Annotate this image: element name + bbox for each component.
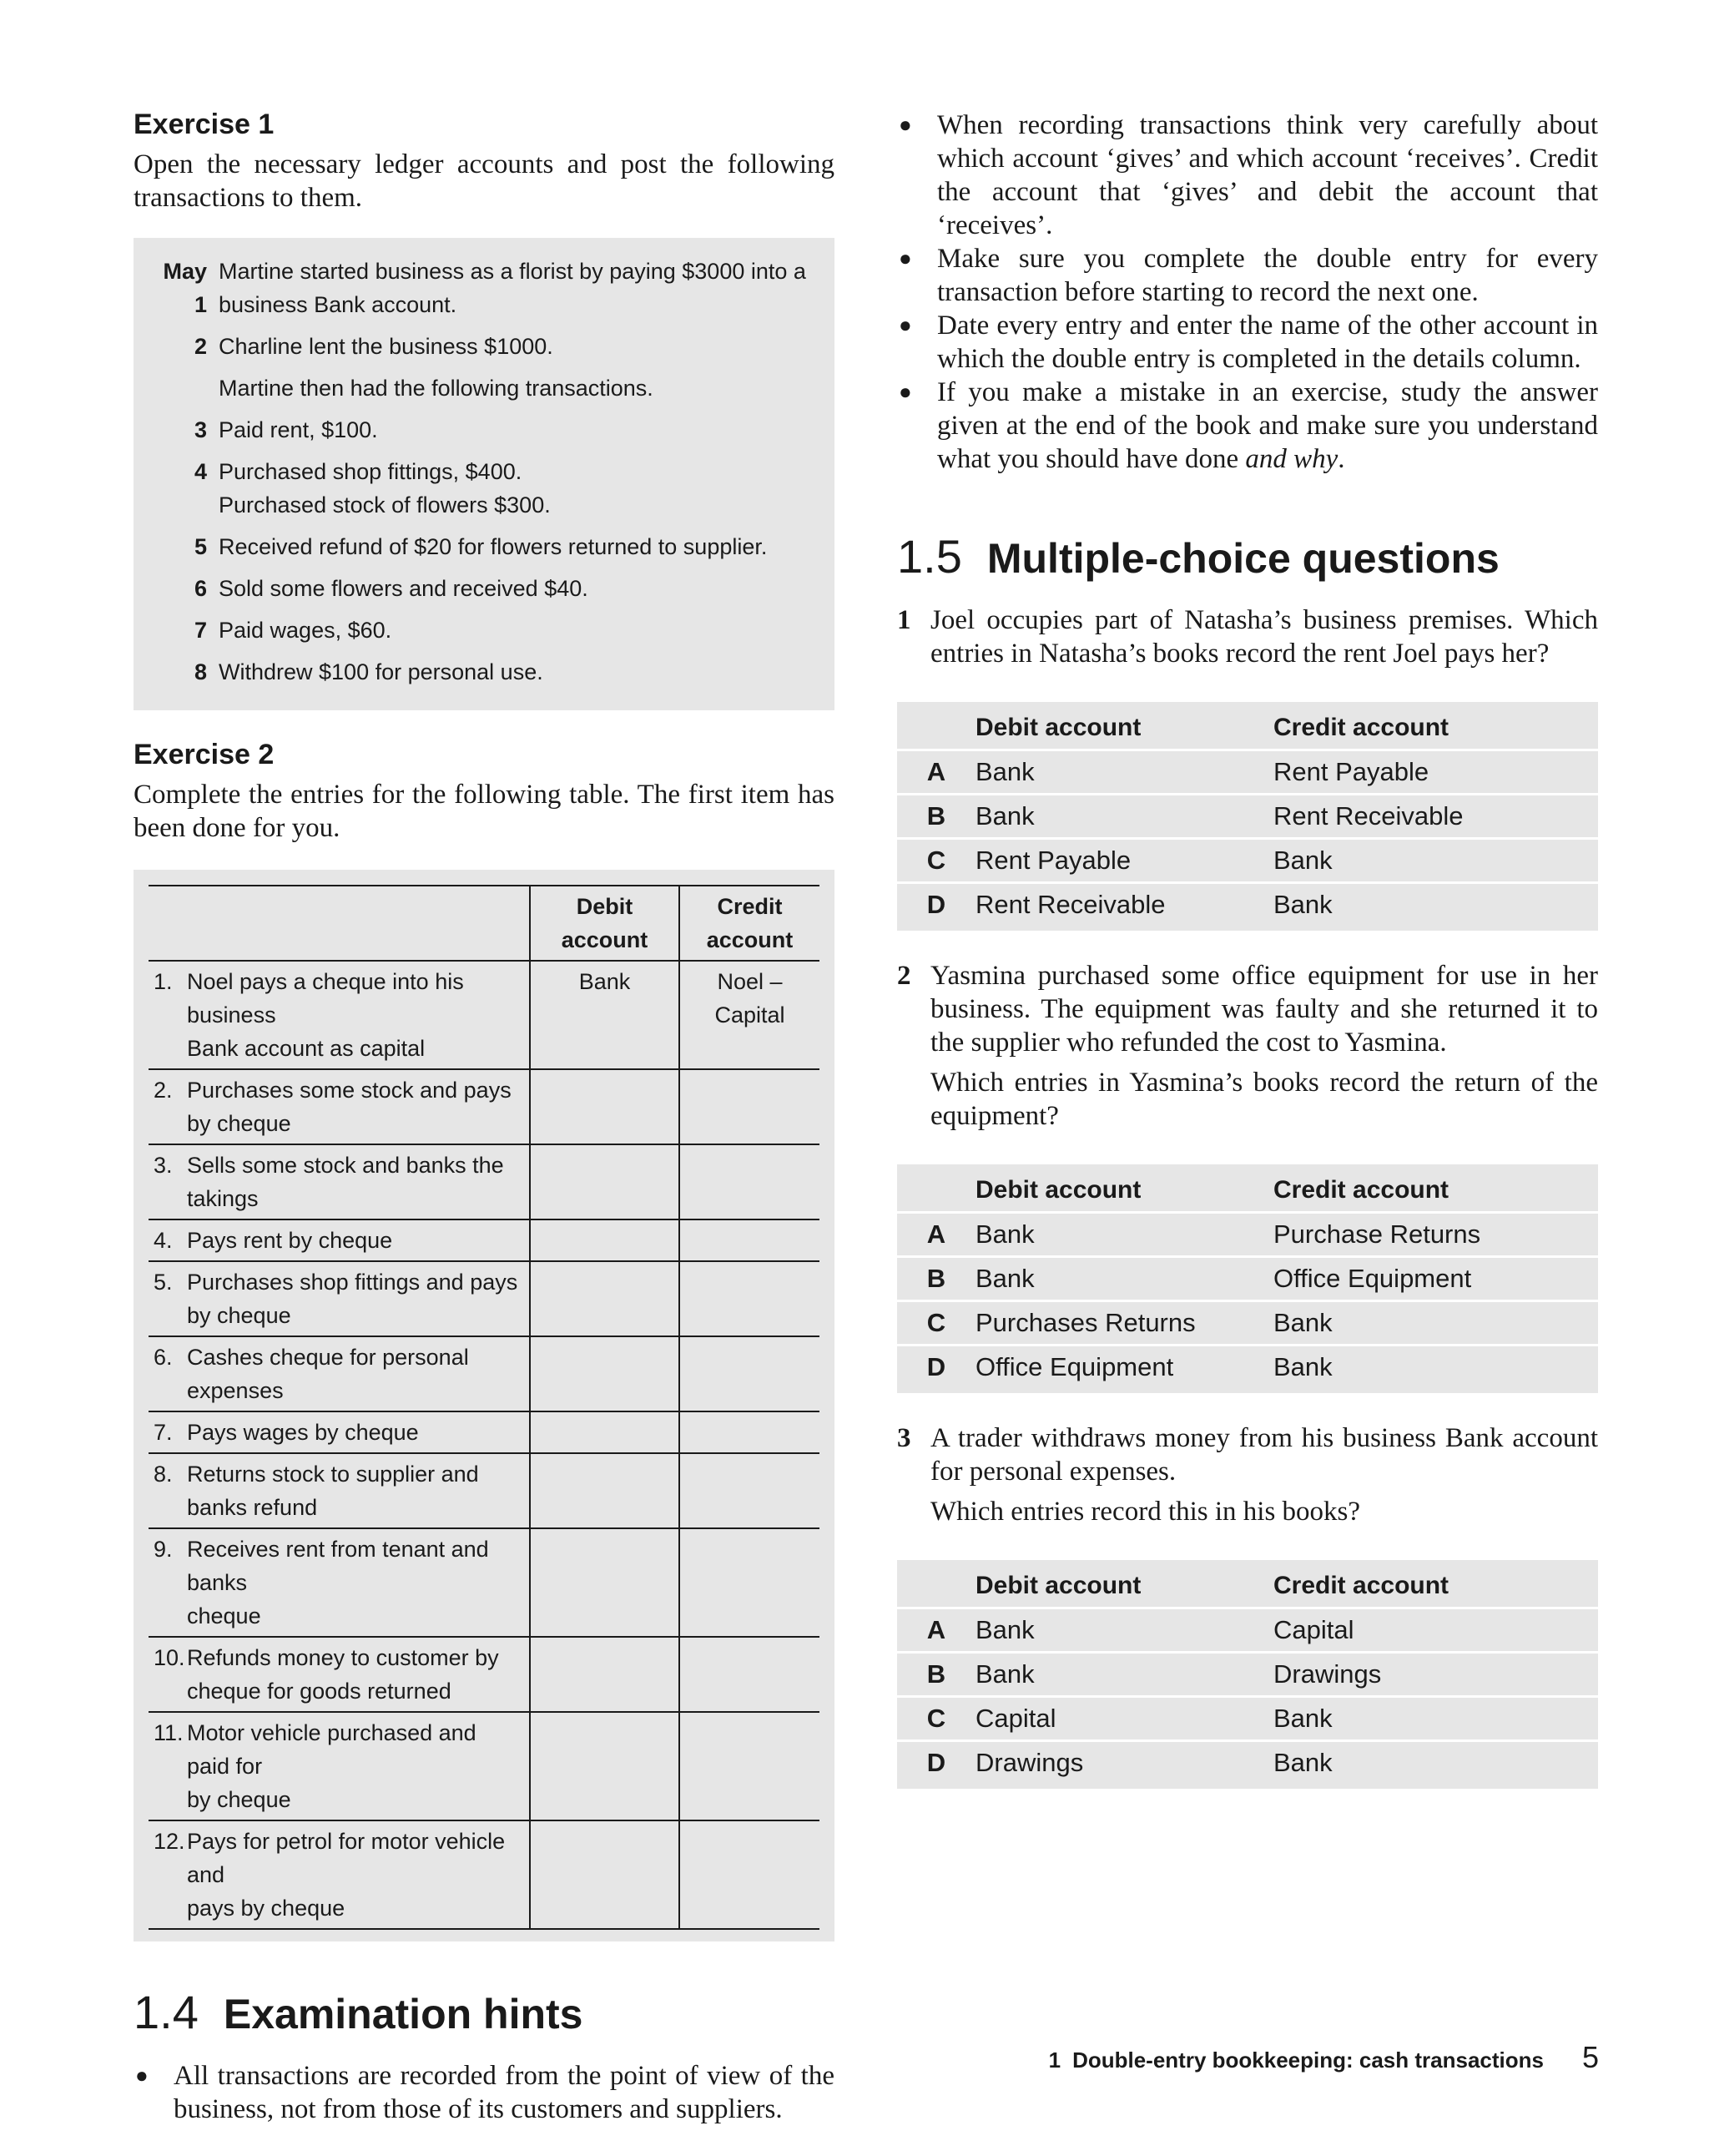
row-text-line: by cheque — [187, 1787, 291, 1812]
credit-cell[interactable] — [679, 1069, 819, 1144]
hint-item — [897, 309, 1598, 376]
row-text — [187, 1073, 524, 1140]
row-number: 1. — [154, 969, 173, 994]
mcq-option-c[interactable] — [897, 1302, 1598, 1346]
transaction-line: Paid wages, $60. — [219, 618, 392, 643]
row-text — [187, 1341, 524, 1407]
row-description — [149, 1069, 530, 1144]
mcq-header-debit: Debit account — [975, 1176, 1142, 1204]
bullet-icon: ● — [899, 246, 912, 270]
row-number: 7. — [154, 1420, 173, 1445]
transaction-row — [149, 330, 819, 363]
question-body — [930, 603, 1598, 677]
mcq-option-c[interactable] — [897, 840, 1598, 884]
question-body — [930, 1421, 1598, 1535]
transaction-date: 4 — [194, 459, 207, 484]
transaction-text — [219, 255, 819, 321]
row-description — [149, 1712, 530, 1820]
debit-cell[interactable] — [530, 1820, 679, 1929]
table-row — [149, 1820, 819, 1929]
footer-title: Double-entry bookkeeping: cash transactions — [1072, 2047, 1544, 2073]
row-text-line: banks refund — [187, 1495, 318, 1520]
table-row — [149, 1637, 819, 1712]
row-text-line: by cheque — [187, 1303, 291, 1328]
option-debit: Bank — [975, 801, 1035, 831]
option-credit: Purchase Returns — [1273, 1219, 1481, 1249]
mcq-header-debit: Debit account — [975, 1572, 1142, 1599]
header-blank — [149, 886, 530, 961]
hint-text: Make sure you complete the double entry for every transaction before starting to record the next one. — [937, 244, 1598, 307]
transaction-row — [149, 530, 819, 563]
table-row — [149, 1411, 819, 1453]
credit-cell[interactable] — [679, 1219, 819, 1261]
row-text-line: takings — [187, 1186, 259, 1211]
hint-item — [897, 242, 1598, 309]
row-number: 3. — [154, 1153, 173, 1178]
option-credit: Capital — [1273, 1615, 1354, 1644]
row-description — [149, 1453, 530, 1528]
option-letter: B — [926, 1264, 946, 1293]
debit-cell[interactable] — [530, 1261, 679, 1336]
mcq-option-b[interactable] — [897, 1654, 1598, 1698]
mcq-question — [897, 603, 1598, 677]
debit-cell[interactable] — [530, 1144, 679, 1219]
bullet-icon: ● — [135, 2063, 149, 2088]
option-credit: Drawings — [1273, 1659, 1382, 1689]
debit-cell[interactable] — [530, 1528, 679, 1637]
row-text — [187, 1149, 524, 1215]
mcq-header-blank — [897, 1171, 975, 1209]
transaction-date: 8 — [194, 659, 207, 684]
table-row — [149, 961, 819, 1069]
option-credit: Bank — [1273, 846, 1333, 875]
header-debit — [530, 886, 679, 961]
row-text — [187, 965, 524, 1065]
row-text-line: cheque for goods returned — [187, 1679, 451, 1704]
right-column — [897, 100, 1598, 1817]
mcq-options-table — [897, 702, 1598, 931]
transaction-line: Withdrew $100 for personal use. — [219, 659, 543, 684]
transaction-line: Martine started business as a florist by paying $3000 into a — [219, 259, 806, 284]
footer-chapter: 1 — [1048, 2047, 1061, 2073]
credit-cell[interactable] — [679, 1261, 819, 1336]
debit-cell[interactable] — [530, 1712, 679, 1820]
row-number: 4. — [154, 1228, 173, 1253]
mcq-header-blank — [897, 1567, 975, 1605]
mcq-option-d[interactable] — [897, 1346, 1598, 1388]
hint-emphasis: and why — [1245, 444, 1338, 474]
debit-cell[interactable]: Bank — [530, 961, 679, 1069]
section-number: 1.4 — [134, 1986, 199, 2038]
debit-cell[interactable] — [530, 1453, 679, 1528]
row-description — [149, 1144, 530, 1219]
row-number: 5. — [154, 1270, 173, 1295]
header-debit-line: Debit — [576, 894, 633, 919]
credit-cell[interactable] — [679, 1820, 819, 1929]
transaction-row — [149, 572, 819, 605]
credit-cell[interactable] — [679, 1528, 819, 1637]
table-row — [149, 1336, 819, 1411]
mcq-header-credit: Credit account — [1273, 1572, 1449, 1599]
transaction-date: 2 — [194, 334, 207, 359]
table-header-row — [149, 886, 819, 961]
transaction-text — [219, 613, 819, 647]
credit-cell[interactable]: Noel – Capital — [679, 961, 819, 1069]
option-debit: Drawings — [975, 1748, 1084, 1777]
option-credit: Rent Payable — [1273, 757, 1429, 786]
option-credit: Bank — [1273, 890, 1333, 919]
mcq-question — [897, 1421, 1598, 1535]
transaction-line: Martine then had the following transactions. — [219, 376, 653, 401]
option-letter: A — [926, 1615, 946, 1644]
transaction-text — [219, 655, 819, 689]
header-credit — [679, 886, 819, 961]
credit-cell[interactable] — [679, 1144, 819, 1219]
transaction-line: Charline lent the business $1000. — [219, 334, 553, 359]
hint-text: When recording transactions think very carefully about which account ‘gives’ and which account ‘receives’. Credit the account that ‘gives’ and debit the account that ‘receives’. — [937, 110, 1598, 240]
transaction-date: 7 — [194, 618, 207, 643]
table-row — [149, 1069, 819, 1144]
credit-cell[interactable] — [679, 1411, 819, 1453]
question-text: Which entries record this in his books? — [930, 1497, 1361, 1527]
row-text-line: Refunds money to customer by — [187, 1645, 499, 1670]
transaction-date: May 1 — [163, 259, 207, 317]
row-text-line: Purchases some stock and pays — [187, 1078, 512, 1103]
bullet-icon: ● — [899, 380, 912, 404]
header-debit-line: account — [561, 927, 648, 952]
bullet-icon: ● — [899, 113, 912, 137]
mcq-options-table — [897, 1560, 1598, 1789]
hints-list-right — [897, 109, 1598, 476]
transaction-date: 5 — [194, 534, 207, 559]
hint-item — [897, 109, 1598, 242]
exercise2-table-body — [149, 961, 819, 1929]
row-description — [149, 1336, 530, 1411]
row-text-line: Motor vehicle purchased and paid for — [187, 1720, 476, 1779]
section-1-4-heading — [134, 1985, 834, 2039]
question-text: Joel occupies part of Natasha’s business premises. Which entries in Natasha’s books record the rent Joel pays her? — [930, 605, 1598, 669]
row-text-line: Pays for petrol for motor vehicle and — [187, 1829, 506, 1887]
mcq-option-b[interactable] — [897, 1258, 1598, 1302]
row-description — [149, 1820, 530, 1929]
page-number: 5 — [1581, 2040, 1599, 2074]
row-text — [187, 1825, 524, 1925]
row-description — [149, 1261, 530, 1336]
hint-item — [134, 2059, 834, 2126]
transaction-row — [149, 655, 819, 689]
row-text-line: Bank account as capital — [187, 1036, 426, 1061]
row-number: 10. — [154, 1645, 185, 1670]
transaction-text — [219, 413, 819, 447]
section-title: Examination hints — [223, 1991, 583, 2037]
option-debit: Rent Receivable — [975, 890, 1166, 919]
hint-text: All transactions are recorded from the point of view of the business, not from those of its customers and suppliers. — [174, 2061, 834, 2124]
row-text — [187, 1457, 524, 1524]
option-letter: A — [926, 757, 946, 786]
transaction-date: 6 — [194, 576, 207, 601]
mcq-option-a[interactable] — [897, 751, 1598, 795]
debit-cell[interactable] — [530, 1069, 679, 1144]
option-debit: Bank — [975, 1264, 1035, 1293]
debit-cell[interactable] — [530, 1219, 679, 1261]
row-number: 2. — [154, 1078, 173, 1103]
question-text: Yasmina purchased some office equipment for use in her business. The equipment was faulty and she returned it to the supplier who refunded the cost to Yasmina. — [930, 961, 1598, 1058]
question-body — [930, 959, 1598, 1139]
mcq-option-d[interactable] — [897, 1742, 1598, 1784]
mcq-options-table — [897, 1164, 1598, 1393]
credit-cell[interactable] — [679, 1336, 819, 1411]
mcq-option-a[interactable] — [897, 1214, 1598, 1258]
option-letter: D — [926, 890, 946, 919]
row-text — [187, 1641, 524, 1708]
exercise2-table — [149, 885, 819, 1930]
page-footer — [1049, 2040, 1599, 2075]
transaction-row — [149, 255, 819, 321]
row-description — [149, 961, 530, 1069]
row-number: 9. — [154, 1537, 173, 1562]
transaction-line: Paid rent, $100. — [219, 417, 378, 442]
section-1-5-heading — [897, 529, 1598, 583]
mcq-header-debit: Debit account — [975, 714, 1142, 741]
table-row — [149, 1453, 819, 1528]
mcq-option-b[interactable] — [897, 795, 1598, 840]
transaction-text — [219, 572, 819, 605]
hint-text-main: If you make a mistake in an exercise, study the answer given at the end of the book and make sure you understand what you should have done — [937, 377, 1598, 474]
transaction-text — [219, 371, 819, 405]
transaction-date: 3 — [194, 417, 207, 442]
hint-end: . — [1338, 444, 1345, 474]
credit-cell[interactable] — [679, 1637, 819, 1712]
option-credit: Bank — [1273, 1352, 1333, 1381]
row-text-line: Noel pays a cheque into his business — [187, 969, 464, 1028]
debit-cell[interactable] — [530, 1637, 679, 1712]
mcq-question — [897, 959, 1598, 1139]
option-credit: Bank — [1273, 1308, 1333, 1337]
header-credit-line: Credit — [717, 894, 783, 919]
question-number: 3 — [897, 1423, 911, 1453]
mcq-container — [897, 603, 1598, 1789]
row-text-line: Receives rent from tenant and banks — [187, 1537, 489, 1595]
option-letter: C — [926, 846, 946, 875]
row-text-line: Cashes cheque for personal expenses — [187, 1345, 469, 1403]
transaction-line: Purchased stock of flowers $300. — [219, 492, 551, 518]
row-number: 6. — [154, 1345, 173, 1370]
option-credit: Rent Receivable — [1273, 801, 1464, 831]
row-description — [149, 1411, 530, 1453]
hint-text: Date every entry and enter the name of the other account in which the double entry is completed in the details column. — [937, 311, 1598, 374]
section-title: Multiple-choice questions — [986, 535, 1500, 582]
table-row — [149, 1712, 819, 1820]
option-letter: C — [926, 1704, 946, 1733]
mcq-header-blank — [897, 709, 975, 747]
option-credit: Bank — [1273, 1704, 1333, 1733]
exercise2-intro: Complete the entries for the following table. The first item has been done for you. — [134, 780, 834, 843]
table-row — [149, 1528, 819, 1637]
mcq-header-credit: Credit account — [1273, 714, 1449, 741]
transaction-text — [219, 530, 819, 563]
transaction-line: business Bank account. — [219, 292, 457, 317]
option-credit: Office Equipment — [1273, 1264, 1472, 1293]
table-row — [149, 1144, 819, 1219]
exercise1-title: Exercise 1 — [134, 109, 275, 140]
row-text — [187, 1416, 524, 1449]
transaction-row — [149, 371, 819, 405]
hint-text — [937, 376, 1598, 476]
option-debit: Bank — [975, 757, 1035, 786]
transaction-text — [219, 455, 819, 522]
option-debit: Purchases Returns — [975, 1308, 1196, 1337]
transaction-date — [149, 371, 219, 405]
question-number: 2 — [897, 961, 911, 991]
row-text-line: Returns stock to supplier and — [187, 1462, 479, 1487]
transaction-line: Received refund of $20 for flowers returned to supplier. — [219, 534, 768, 559]
row-text-line: by cheque — [187, 1111, 291, 1136]
row-text-line: pays by cheque — [187, 1896, 345, 1921]
option-debit: Office Equipment — [975, 1352, 1174, 1381]
mcq-header-credit: Credit account — [1273, 1176, 1449, 1204]
option-credit: Bank — [1273, 1748, 1333, 1777]
row-text-line: Sells some stock and banks the — [187, 1153, 504, 1178]
option-letter: D — [926, 1748, 946, 1777]
mcq-header-row — [897, 1565, 1598, 1609]
bullet-icon: ● — [899, 313, 912, 337]
row-text-line: Purchases shop fittings and pays — [187, 1270, 518, 1295]
option-letter: D — [926, 1352, 946, 1381]
table-row — [149, 1261, 819, 1336]
option-letter: A — [926, 1219, 946, 1249]
hints-list-left — [134, 2059, 834, 2126]
row-number: 8. — [154, 1462, 173, 1487]
row-description — [149, 1637, 530, 1712]
credit-cell[interactable] — [679, 1453, 819, 1528]
row-number: 11. — [154, 1720, 184, 1745]
option-debit: Bank — [975, 1659, 1035, 1689]
transaction-line: Sold some flowers and received $40. — [219, 576, 588, 601]
option-letter: B — [926, 1659, 946, 1689]
row-text-line: Pays rent by cheque — [187, 1228, 393, 1253]
row-description — [149, 1219, 530, 1261]
mcq-header-row — [897, 707, 1598, 751]
transaction-text — [219, 330, 819, 363]
option-debit: Bank — [975, 1219, 1035, 1249]
option-debit: Capital — [975, 1704, 1056, 1733]
transaction-row — [149, 455, 819, 522]
mcq-option-d[interactable] — [897, 884, 1598, 926]
table-row — [149, 1219, 819, 1261]
header-credit-line: account — [706, 927, 794, 952]
exercise2-table-box — [134, 870, 834, 1941]
question-text: A trader withdraws money from his business Bank account for personal expenses. — [930, 1423, 1598, 1487]
hint-item — [897, 376, 1598, 476]
transaction-line: Purchased shop fittings, $400. — [219, 459, 522, 484]
option-letter: C — [926, 1308, 946, 1337]
row-number: 12. — [154, 1829, 185, 1854]
transaction-row — [149, 413, 819, 447]
row-text — [187, 1532, 524, 1633]
mcq-header-row — [897, 1169, 1598, 1214]
transaction-row — [149, 613, 819, 647]
exercise1-intro: Open the necessary ledger accounts and post the following transactions to them. — [134, 149, 834, 213]
credit-cell[interactable] — [679, 1712, 819, 1820]
mcq-option-c[interactable] — [897, 1698, 1598, 1742]
row-text-line: cheque — [187, 1603, 261, 1628]
mcq-option-a[interactable] — [897, 1609, 1598, 1654]
option-debit: Bank — [975, 1615, 1035, 1644]
question-text: Which entries in Yasmina’s books record the return of the equipment? — [930, 1068, 1598, 1131]
option-letter: B — [926, 801, 946, 831]
question-number: 1 — [897, 605, 911, 635]
row-description — [149, 1528, 530, 1637]
left-column — [134, 100, 834, 2126]
row-text-line: Pays wages by cheque — [187, 1420, 419, 1445]
option-debit: Rent Payable — [975, 846, 1132, 875]
row-text — [187, 1716, 524, 1816]
exercise2-title: Exercise 2 — [134, 739, 275, 770]
debit-cell[interactable] — [530, 1336, 679, 1411]
debit-cell[interactable] — [530, 1411, 679, 1453]
row-text — [187, 1224, 524, 1257]
section-number: 1.5 — [897, 530, 962, 583]
row-text — [187, 1265, 524, 1332]
transactions-box — [134, 238, 834, 710]
